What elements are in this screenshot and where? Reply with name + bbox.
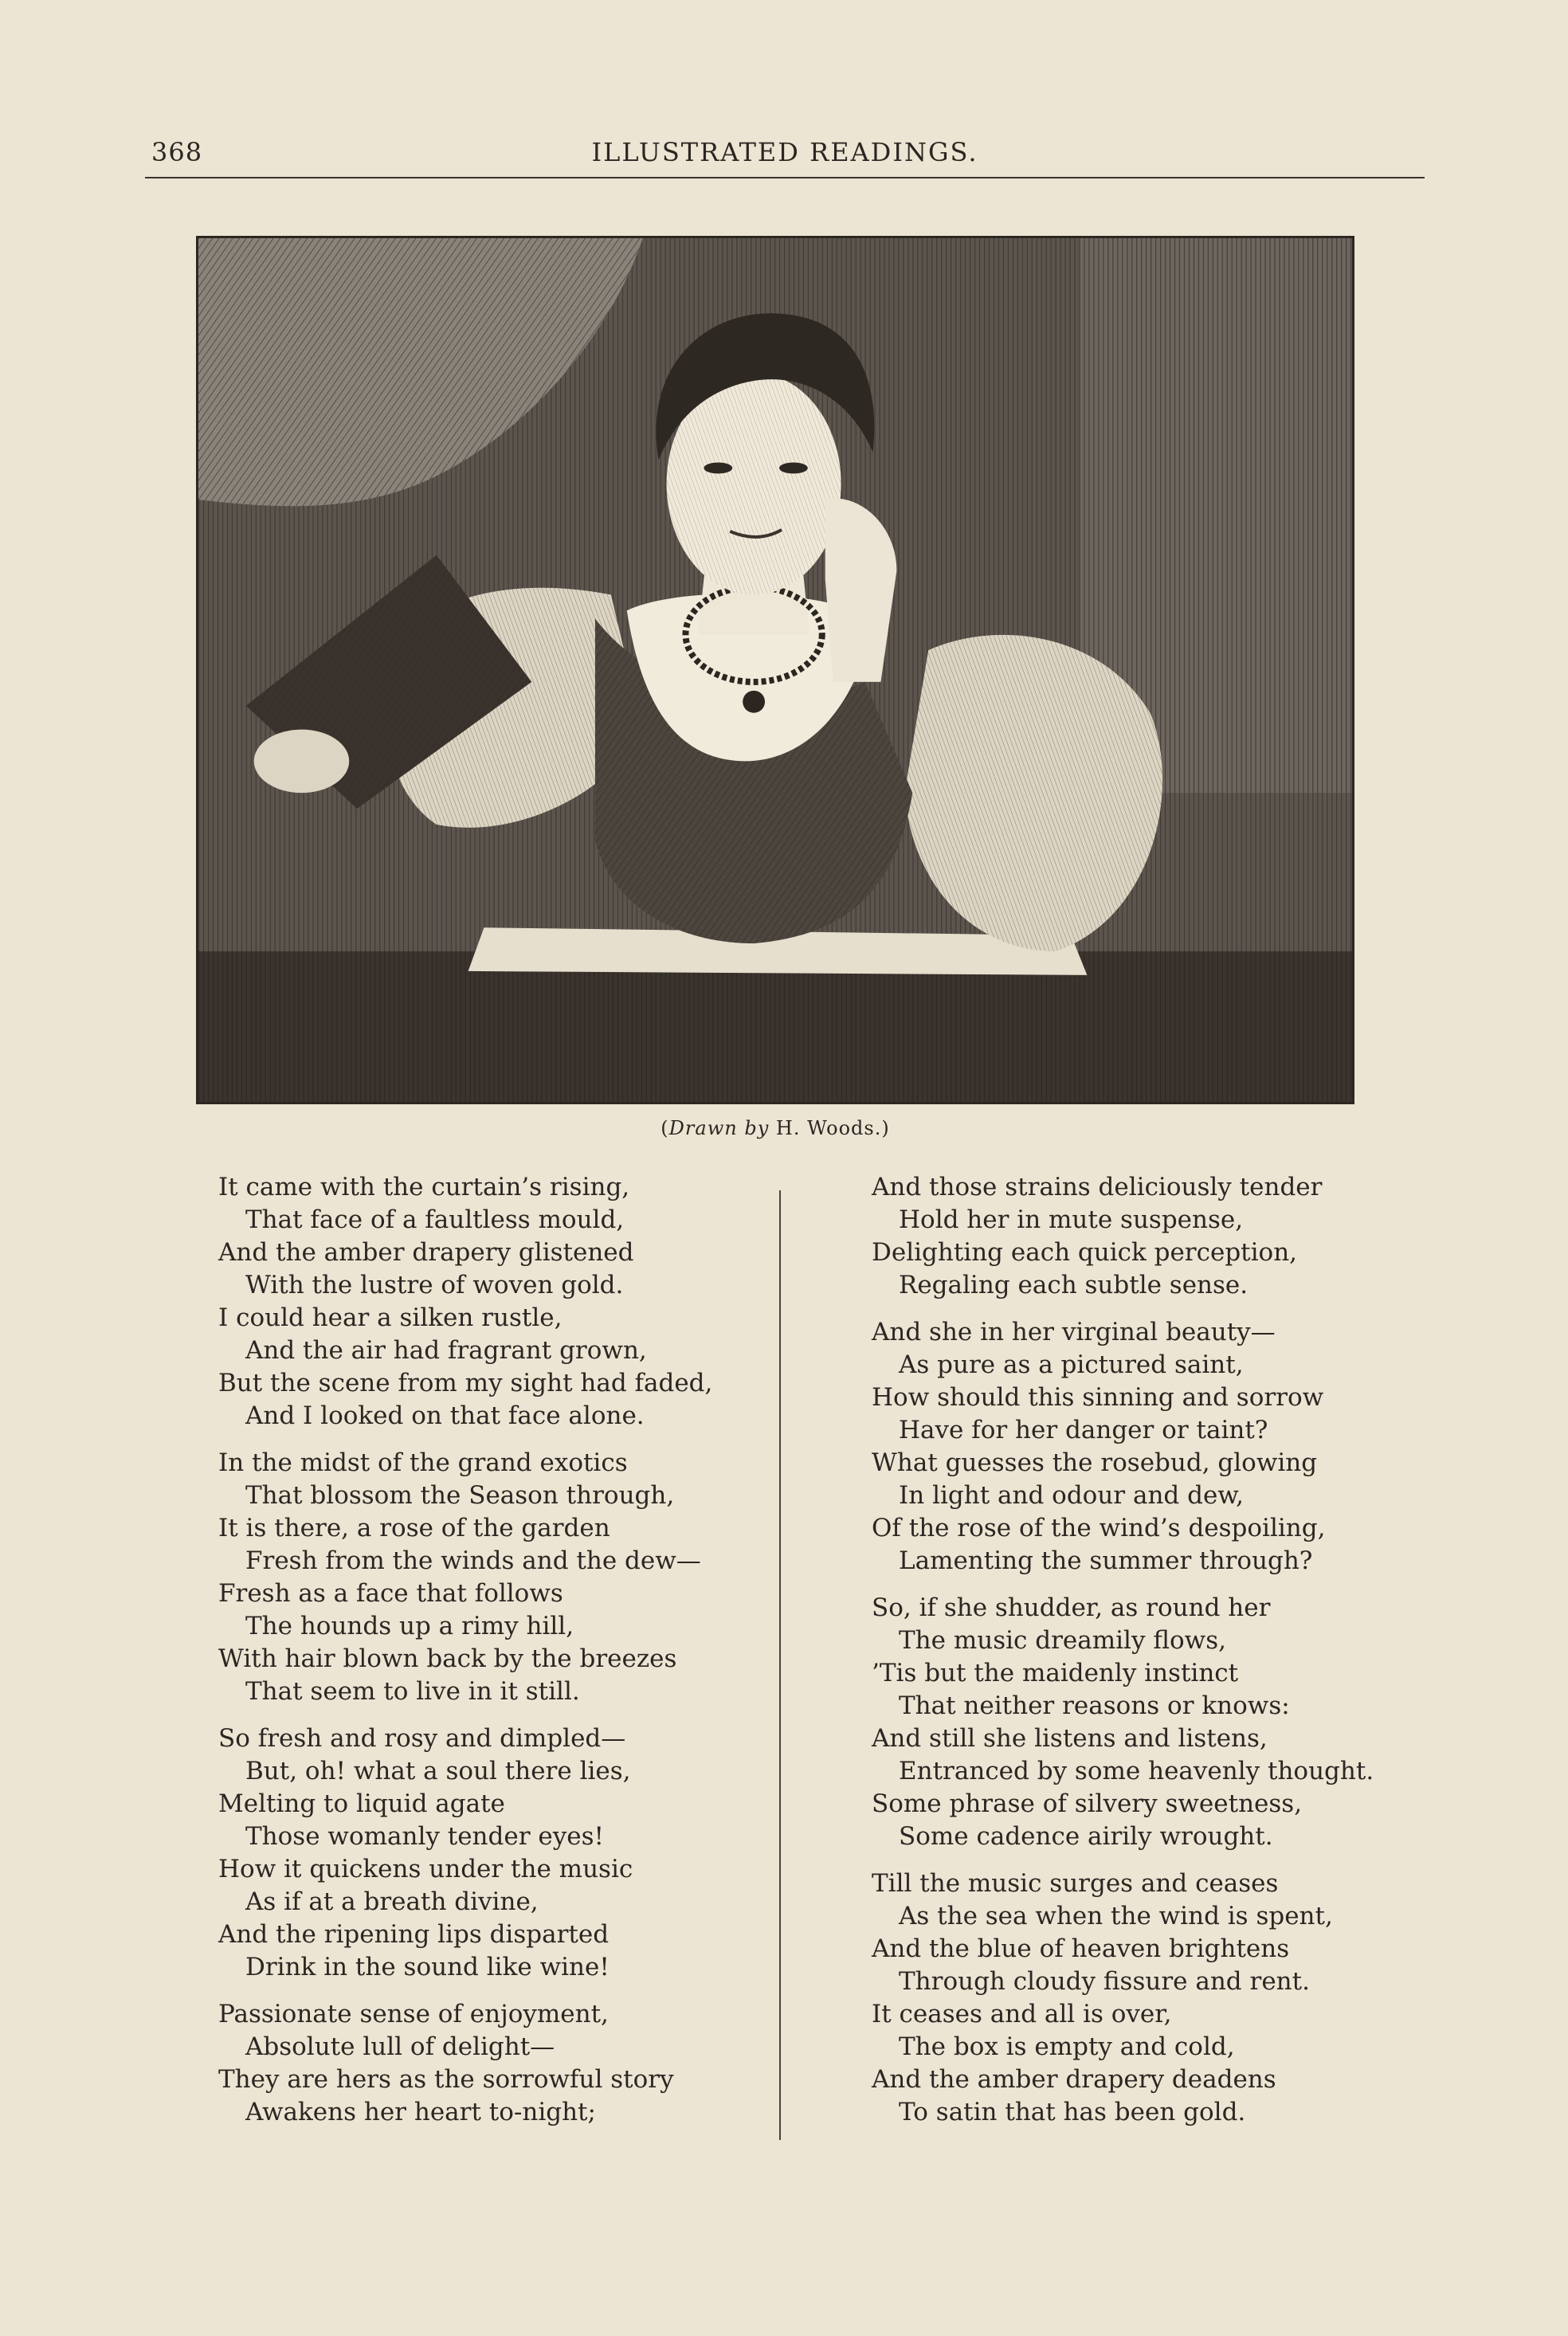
caption-drawn-by: Drawn by	[668, 1117, 770, 1139]
poem-stanza	[218, 1171, 776, 1433]
poem-line: It came with the curtain’s rising,	[218, 1173, 630, 1201]
poem-line: With hair blown back by the breezes	[218, 1644, 677, 1673]
poem-stanza	[218, 1998, 776, 2129]
poem-line: And the air had fragrant grown,	[245, 1336, 647, 1365]
poem-line: With the lustre of woven gold.	[245, 1271, 624, 1299]
poem-line: Melting to liquid agate	[218, 1789, 505, 1818]
page-number: 368	[151, 137, 203, 167]
poem-line: Fresh as a face that follows	[218, 1579, 563, 1608]
caption-artist: H. Woods	[775, 1117, 875, 1139]
poem-line: And I looked on that face alone.	[245, 1401, 645, 1430]
poem-line: Some cadence airily wrought.	[899, 1822, 1273, 1851]
poem-line: So fresh and rosy and dimpled—	[218, 1724, 626, 1753]
poem-right-column	[872, 1171, 1429, 2143]
poem-line: And still she listens and listens,	[872, 1724, 1268, 1753]
poem-stanza	[872, 1868, 1429, 2129]
poem-line: And those strains deliciously tender	[872, 1173, 1323, 1201]
poem-line: Till the music surges and ceases	[872, 1869, 1279, 1898]
poem-line: Regaling each subtle sense.	[899, 1271, 1249, 1299]
poem-line: And the ripening lips disparted	[218, 1920, 610, 1949]
poem-line: Hold her in mute suspense,	[899, 1205, 1244, 1234]
poem-line: Of the rose of the wind’s despoiling,	[872, 1514, 1326, 1542]
poem-line: That face of a faultless mould,	[245, 1205, 625, 1234]
poem-line: And the amber drapery glistened	[218, 1238, 634, 1267]
poem-line: The box is empty and cold,	[899, 2032, 1235, 2061]
poem-line: Drink in the sound like wine!	[245, 1953, 610, 1981]
poem-line: Passionate sense of enjoyment,	[218, 2000, 609, 2028]
poem-line: But, oh! what a soul there lies,	[245, 1757, 631, 1785]
poem-line: So, if she shudder, as round her	[872, 1593, 1271, 1622]
poem-line: In light and odour and dew,	[899, 1481, 1245, 1510]
poem-line: That neither reasons or knows:	[899, 1691, 1290, 1720]
illustration-caption: (Drawn by H. Woods.)	[661, 1117, 890, 1139]
engraving-illustration	[196, 236, 1354, 1104]
poem-line: How it quickens under the music	[218, 1855, 633, 1883]
poem-line: But the scene from my sight had faded,	[218, 1369, 713, 1397]
poem-line: Delighting each quick perception,	[872, 1238, 1298, 1267]
poem-line: I could hear a silken rustle,	[218, 1303, 563, 1332]
poem-line: It is there, a rose of the garden	[218, 1514, 610, 1542]
poem-line: Lamenting the summer through?	[899, 1546, 1313, 1575]
poem-line: To satin that has been gold.	[899, 2098, 1246, 2126]
poem-line: ’Tis but the maidenly instinct	[872, 1659, 1239, 1687]
poem-stanza	[872, 1592, 1429, 1853]
poem-line: Through cloudy fissure and rent.	[899, 1967, 1310, 1996]
poem-stanza	[872, 1171, 1429, 1302]
poem-line: Fresh from the winds and the dew—	[245, 1546, 701, 1575]
poem-line: They are hers as the sorrowful story	[218, 2065, 674, 2094]
poem-line: And the amber drapery deadens	[872, 2065, 1276, 2094]
poem-line: As pure as a pictured saint,	[899, 1350, 1244, 1379]
poem-line: Have for her danger or taint?	[899, 1416, 1268, 1444]
poem-line: It ceases and all is over,	[872, 2000, 1172, 2028]
poem-line: And the blue of heaven brightens	[872, 1934, 1290, 1963]
column-divider	[779, 1190, 781, 2140]
engraving-picture	[198, 238, 1352, 1102]
poem-line: That seem to live in it still.	[245, 1677, 580, 1706]
poem-line: That blossom the Season through,	[245, 1481, 675, 1510]
poem-line: And she in her virginal beauty—	[872, 1318, 1276, 1346]
poem-line: The hounds up a rimy hill,	[245, 1612, 574, 1640]
poem-line: Entranced by some heavenly thought.	[899, 1757, 1374, 1785]
poem-left-column	[218, 1171, 776, 2143]
poem-line: Awakens her heart to-night;	[245, 2098, 596, 2126]
poem-line: As the sea when the wind is spent,	[899, 1902, 1333, 1930]
poem-line: As if at a breath divine,	[245, 1887, 539, 1916]
poem-line: The music dreamily flows,	[899, 1626, 1226, 1655]
poem-line: Those womanly tender eyes!	[245, 1822, 604, 1851]
running-head: ILLUSTRATED READINGS.	[591, 137, 978, 167]
poem-line: How should this sinning and sorrow	[872, 1383, 1324, 1412]
poem-stanza	[872, 1316, 1429, 1578]
poem-line: Some phrase of silvery sweetness,	[872, 1789, 1303, 1818]
page-header	[145, 132, 1425, 178]
poem-stanza	[218, 1723, 776, 1984]
poem-line: Absolute lull of delight—	[245, 2032, 555, 2061]
poem-line: What guesses the rosebud, glowing	[872, 1448, 1318, 1477]
poem-line: In the midst of the grand exotics	[218, 1448, 628, 1477]
poem-stanza	[218, 1447, 776, 1708]
